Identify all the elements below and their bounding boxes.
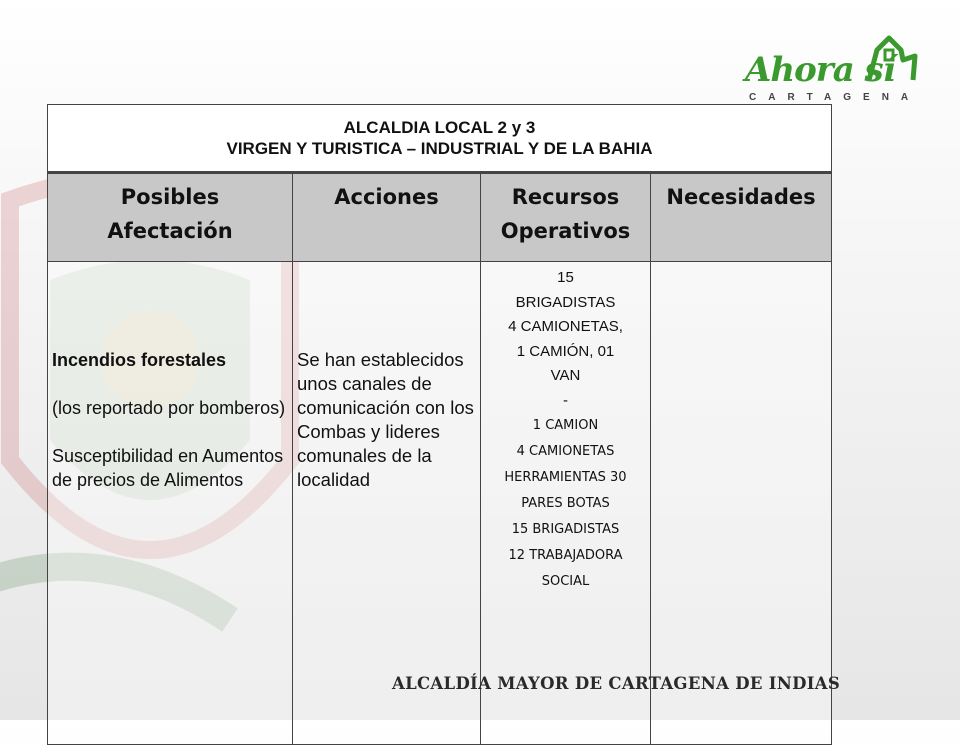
recursos-bottom-line: 1 CAMION [532,417,599,433]
table-header [48,105,832,173]
recursos-bottom-line: 12 TRABAJADORA [508,547,623,563]
afectacion-note: (los reportado por bomberos) [52,398,286,418]
necesidades-cell [651,262,832,745]
recursos-separator: - [563,391,568,409]
column-header-recursos-line1: Recursos [511,185,620,209]
recursos-top-line: VAN [550,367,581,384]
recursos-bottom-line: PARES BOTAS [521,495,610,511]
logo-brand-text: Ahora sí [745,50,895,90]
recursos-bottom-line: SOCIAL [541,573,590,589]
column-header-recursos-line2: Operativos [500,219,631,243]
afectacion-extra: Susceptibilidad en Aumentos de precios de Alimentos [52,446,284,490]
column-header-afectacion-line2: Afectación [107,219,233,243]
recursos-top-line: 4 CAMIONETAS, [508,318,623,335]
afectacion-title: Incendios forestales [52,350,227,370]
column-header-afectacion [48,173,293,262]
column-header-acciones [293,173,481,262]
ahora-si-cartagena-logo [745,30,925,110]
footer-text: ALCALDÍA MAYOR DE CARTAGENA DE INDIAS [392,674,841,693]
recursos-bottom-line: 4 CAMIONETAS [516,443,615,459]
recursos-bottom-line: HERRAMIENTAS 30 [504,469,627,485]
recursos-bottom-line: 15 BRIGADISTAS [511,521,620,537]
recursos-top-line: 15 [557,269,574,286]
recursos-top-line: BRIGADISTAS [515,293,616,311]
column-header-recursos [481,173,651,262]
recursos-cell [481,262,651,745]
table-row [48,262,832,745]
column-header-afectacion-line1: Posibles [120,185,220,209]
localidad-table [47,104,832,745]
recursos-top-line: 1 CAMIÓN, 01 [516,342,615,360]
header-line-1: ALCALDIA LOCAL 2 y 3 [343,118,536,137]
logo-city-text: CARTAGENA [749,92,921,103]
acciones-cell: Se han establecidos unos canales de comunicación con los Combas y lideres comunales de la localidad [293,262,481,745]
house-icon [863,30,921,86]
afectacion-cell [48,262,293,745]
column-header-acciones-line1: Acciones [334,185,439,209]
header-line-2: VIRGEN Y TURISTICA – INDUSTRIAL Y DE LA BAHIA [226,139,653,158]
column-header-necesidades [651,173,832,262]
column-header-necesidades-line1: Necesidades [666,185,816,209]
